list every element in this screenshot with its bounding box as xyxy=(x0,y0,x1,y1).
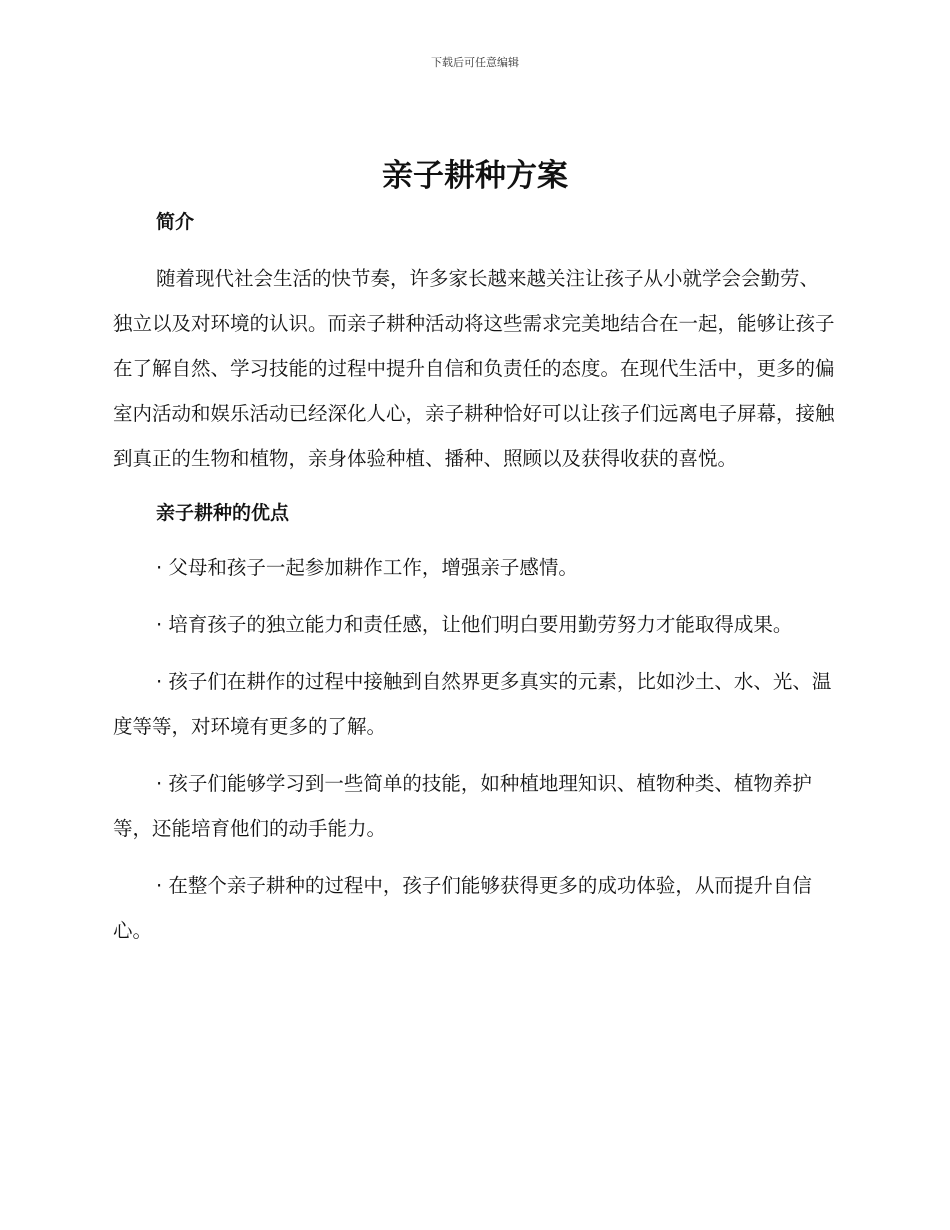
advantage-bullet-item: · 父母和孩子一起参加耕作工作，增强亲子感情。 xyxy=(156,556,578,579)
advantage-bullet-item: · 孩子们能够学习到一些简单的技能，如种植地理知识、植物种类、植物养护等，还能培育他们的动手能力。 xyxy=(113,772,812,840)
page-header-note: 下载后可任意编辑 xyxy=(431,56,519,69)
advantage-bullet-item: · 在整个亲子耕种的过程中，孩子们能够获得更多的成功体验，从而提升自信心。 xyxy=(113,874,812,942)
advantage-bullet-item: · 培育孩子的独立能力和责任感，让他们明白要用勤劳努力才能取得成果。 xyxy=(156,613,793,636)
advantage-bullet-item: · 孩子们在耕作的过程中接触到自然界更多真实的元素，比如沙土、水、光、温度等等，对环境有更多的了解。 xyxy=(113,670,832,738)
document-body xyxy=(113,202,835,965)
document-title: 亲子耕种方案 xyxy=(382,158,568,194)
intro-paragraph: 随着现代社会生活的快节奏，许多家长越来越关注让孩子从小就学会会勤劳、独立以及对环境的认识。而亲子耕种活动将这些需求完美地结合在一起，能够让孩子在了解自然、学习技能的过程中提升自信和负责任的态度。在现代生活中，更多的偏室内活动和娱乐活动已经深化人心，亲子耕种恰好可以让孩子们远离电子屏幕，接触到真正的生物和植物，亲身体验种植、播种、照顾以及获得收获的喜悦。 xyxy=(113,267,835,470)
section-heading-intro: 简介 xyxy=(156,211,195,233)
section-heading-advantages: 亲子耕种的优点 xyxy=(156,502,290,524)
